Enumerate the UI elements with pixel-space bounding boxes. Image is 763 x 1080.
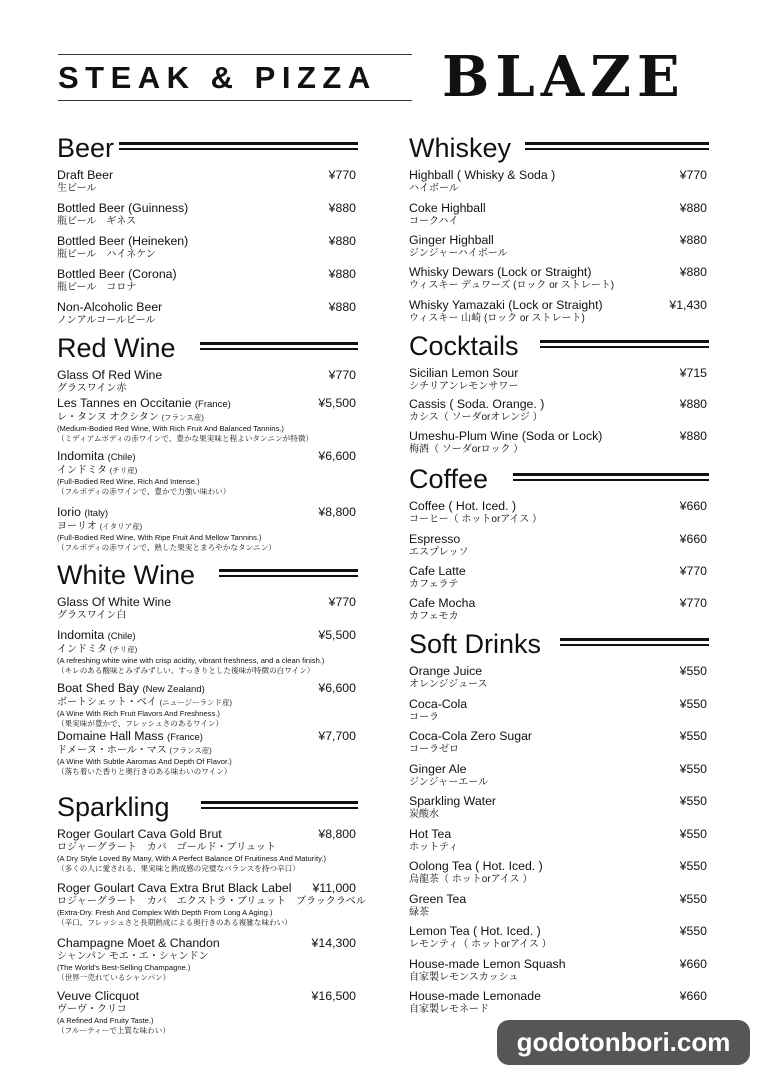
item-name-text: Domaine Hall Mass (57, 729, 164, 743)
menu-item (57, 628, 358, 681)
menu-item (57, 827, 358, 881)
section-title: Whiskey (409, 133, 512, 163)
section-title: Coffee (409, 464, 489, 494)
item-name: Lemon Tea ( Hot. Iced. ) (409, 924, 541, 938)
item-price: ¥880 (679, 265, 707, 279)
menu-item (409, 697, 709, 730)
item-jp: ロジャーグラート カバ エクストラ・ブリュット ブラックラベル (57, 896, 366, 907)
section-rule (560, 638, 709, 647)
menu-item (409, 429, 709, 459)
menu-item (409, 957, 709, 990)
item-description: (Extra-Dry. Fresh And Complex With Depth From Long A Aging.) (57, 908, 273, 917)
item-jp: 瓶ビール ギネス (57, 216, 137, 227)
item-jp: ウィスキー デュワーズ (ロック or ストレート) (409, 280, 615, 291)
item-price: ¥5,500 (318, 396, 356, 410)
item-jp: 自家製レモネード (409, 1004, 489, 1015)
item-jp: エスプレッソ (409, 547, 469, 558)
item-price: ¥550 (679, 794, 707, 808)
item-jp (57, 412, 298, 424)
item-jp-text: インドミタ (57, 644, 107, 655)
section-header (409, 326, 709, 366)
item-jp: 瓶ビール ハイネケン (57, 249, 156, 260)
menu-item (409, 729, 709, 762)
item-price: ¥880 (679, 397, 707, 411)
item-price: ¥550 (679, 859, 707, 873)
header-rule-top (58, 54, 412, 55)
menu-item (409, 564, 709, 596)
item-price: ¥550 (679, 664, 707, 678)
item-name: Champagne Moet & Chandon (57, 936, 220, 950)
menu-item (409, 762, 709, 795)
item-name: Bottled Beer (Corona) (57, 267, 177, 281)
section-rule (219, 569, 358, 578)
item-jp: グラスワイン白 (57, 610, 127, 621)
section-header (57, 328, 358, 368)
item-description-jp: （ミディアムボディの赤ワインで、豊かな果実味と程よいタンニンが特徴） (57, 433, 314, 443)
item-origin: (Chile) (107, 452, 136, 463)
section-header (57, 555, 358, 595)
menu-item (409, 298, 709, 326)
item-jp: カシス（ ソーダorオレンジ ） (409, 412, 543, 423)
item-name: Bottled Beer (Heineken) (57, 234, 189, 248)
item-price: ¥770 (328, 595, 356, 609)
item-price: ¥715 (679, 366, 707, 380)
section-header (57, 128, 358, 168)
section-cocktails (409, 326, 709, 459)
section-title: Beer (57, 133, 115, 163)
item-name: Oolong Tea ( Hot. Iced. ) (409, 859, 543, 873)
section-sparkling (57, 787, 366, 1039)
item-jp: 瓶ビール コロナ (57, 282, 137, 293)
item-description: (A Refined And Fruity Taste.) (57, 1016, 154, 1025)
item-name: Coffee ( Hot. Iced. ) (409, 499, 517, 513)
item-name: Cafe Latte (409, 564, 466, 578)
item-description: (Full-Bodied Red Wine, Rich And Intense.) (57, 477, 200, 486)
menu-item (409, 233, 709, 265)
brand-logo: BLAZE (442, 44, 686, 110)
item-description: (A Dry Style Loved By Many, With A Perfect Balance Of Fruitiness And Maturity.) (57, 854, 326, 863)
item-price: ¥1,430 (669, 298, 707, 312)
item-name: Non-Alcoholic Beer (57, 300, 163, 314)
item-name: Sparkling Water (409, 794, 497, 808)
item-jp: ハイボール (409, 183, 459, 194)
menu-item (57, 168, 358, 201)
item-jp-text: ドメーヌ・ホール・マス (57, 745, 167, 756)
item-price: ¥660 (679, 532, 707, 546)
item-name: Cassis ( Soda. Orange. ) (409, 397, 545, 411)
item-description-jp: （フルーティーで上質な味わい） (57, 1025, 170, 1035)
item-name (57, 628, 298, 644)
item-price: ¥770 (328, 368, 356, 382)
item-description-jp: （フルボディの赤ワインで、熟した果実とまろやかなタンニン） (57, 542, 276, 552)
menu-item (409, 892, 709, 925)
item-name: Glass Of Red Wine (57, 368, 163, 382)
item-name: Veuve Clicquot (57, 989, 140, 1003)
item-price: ¥550 (679, 826, 707, 841)
item-price: ¥770 (679, 168, 707, 182)
item-description-jp: （果実味が豊かで、フレッシュさのあるワイン） (57, 718, 224, 728)
section-header (409, 624, 709, 664)
watermark-badge: godotonbori.com (497, 1020, 750, 1065)
section-rule (513, 473, 709, 482)
item-jp: コーヒー（ ホットorアイス ） (409, 514, 543, 525)
item-name-text: Les Tannes en Occitanie (57, 396, 192, 410)
item-price: ¥550 (679, 696, 707, 711)
item-jp-text: ボートシェット・ベイ (57, 697, 157, 708)
section-header (57, 787, 358, 827)
item-jp: コークハイ (409, 216, 459, 227)
item-name: Green Tea (409, 891, 467, 906)
item-name: Whisky Dewars (Lock or Straight) (409, 265, 592, 279)
item-jp-text: インドミタ (57, 465, 107, 476)
header-rule-bottom (58, 100, 412, 101)
item-price: ¥16,500 (311, 989, 356, 1003)
item-jp (57, 697, 298, 709)
item-origin: (France) (194, 399, 231, 410)
item-description: (A refreshing white wine with crisp acidity, vibrant freshness, and a clean finish.) (57, 656, 325, 665)
section-rule (540, 340, 709, 349)
item-price: ¥550 (679, 891, 707, 906)
item-name: Espresso (409, 532, 461, 546)
item-price: ¥8,800 (318, 827, 356, 841)
item-price: ¥880 (679, 233, 707, 247)
menu-item (409, 397, 709, 429)
item-price: ¥880 (328, 267, 356, 281)
menu-item (409, 168, 709, 201)
item-description-jp: （辛口。フレッシュさと長期熟成による奥行きのある複雑な味わい） (57, 917, 292, 927)
item-name: Roger Goulart Cava Gold Brut (57, 827, 222, 841)
menu-item (409, 794, 709, 827)
menu-item (57, 201, 358, 234)
item-jp: カフェラテ (409, 579, 459, 590)
item-jp-text: ヨーリオ (57, 521, 97, 532)
item-price: ¥550 (679, 761, 707, 776)
item-name: Coca-Cola (409, 696, 468, 711)
menu-item (409, 596, 709, 624)
menu-item (57, 267, 358, 300)
menu-item (409, 265, 709, 298)
item-price: ¥11,000 (312, 881, 356, 895)
menu-item (57, 505, 358, 555)
item-jp: カフェモカ (409, 611, 459, 622)
item-name: Coke Highball (409, 201, 486, 215)
item-jp: 梅酒（ ソーダorロック ） (409, 444, 524, 455)
menu-item (57, 368, 358, 396)
item-price: ¥770 (679, 564, 707, 578)
item-description-jp: （キレのある酸味とみずみずしい、すっきりとした後味が特徴の白ワイン） (57, 665, 315, 675)
left-column (57, 128, 366, 1039)
item-name: Draft Beer (57, 168, 114, 182)
menu-item (57, 881, 366, 936)
item-name: Ginger Highball (409, 233, 494, 247)
section-rule (525, 142, 709, 151)
item-name: Orange Juice (409, 664, 483, 678)
item-jp: オレンジジュース (409, 679, 488, 690)
item-jp (57, 465, 298, 477)
item-jp-text: レ・タンヌ オクシタン (57, 412, 159, 423)
item-jp: ロジャーグラート カバ ゴールド・ブリュット (57, 842, 276, 853)
item-jp: 炭酸水 (409, 809, 439, 820)
item-price: ¥550 (679, 729, 707, 743)
item-jp: ノンアルコールビール (57, 315, 156, 326)
item-description: (A Wine With Rich Fruit Flavors And Freshness.) (57, 709, 220, 718)
item-price: ¥880 (679, 201, 707, 215)
item-name (57, 396, 298, 412)
item-name: Umeshu-Plum Wine (Soda or Lock) (409, 429, 603, 443)
item-jp-origin: (ニュージーランド産) (159, 698, 232, 707)
item-description: (Full-Bodied Red Wine, With Ripe Fruit And Mellow Tannins.) (57, 533, 262, 542)
item-description: (Medium-Bodied Red Wine, With Rich Fruit And Balanced Tannins.) (57, 424, 284, 433)
menu-item (409, 989, 709, 1019)
item-name: House-made Lemonade (409, 989, 541, 1003)
item-description-jp: （多くの人に愛される、果実味と熟成感の完璧なバランスを持つ辛口） (57, 863, 300, 873)
section-header (409, 128, 709, 168)
item-name: Sicilian Lemon Sour (409, 366, 519, 380)
section-white-wine (57, 555, 358, 787)
item-price: ¥660 (679, 499, 707, 513)
menu-item (57, 936, 358, 989)
menu-item (57, 595, 358, 628)
menu-item (57, 396, 358, 449)
item-price: ¥880 (679, 429, 707, 443)
item-price: ¥6,600 (318, 449, 356, 463)
item-jp (57, 745, 298, 757)
item-jp: 生ビール (57, 183, 97, 194)
menu-item (409, 201, 709, 233)
section-title: White Wine (57, 560, 196, 590)
item-jp (57, 521, 298, 533)
item-jp: シャンパン モエ・エ・シャンドン (57, 951, 209, 962)
item-price: ¥770 (679, 596, 707, 610)
item-description-jp: （世界一売れているシャンパン） (57, 972, 171, 982)
item-description-jp: （落ち着いた香りと奥行きのある味わいのワイン） (57, 766, 232, 776)
item-name: Coca-Cola Zero Sugar (409, 729, 533, 743)
menu-item (57, 234, 358, 267)
item-name: Hot Tea (409, 826, 452, 841)
item-jp: コーラ (409, 711, 439, 723)
item-origin: (Chile) (107, 631, 136, 642)
item-name: Bottled Beer (Guinness) (57, 201, 189, 215)
section-beer (57, 128, 358, 328)
header-subtitle: STEAK & PIZZA (58, 60, 377, 95)
menu-header (0, 0, 763, 120)
item-jp: レモンティ（ ホットorアイス ） (409, 939, 552, 950)
item-price: ¥6,600 (318, 681, 356, 695)
menu-item (57, 449, 358, 505)
section-rule (119, 142, 358, 151)
menu-item (409, 532, 709, 564)
item-jp: ジンジャーハイボール (409, 248, 508, 259)
item-name (57, 449, 298, 465)
menu-item (409, 499, 709, 532)
section-title: Red Wine (57, 333, 176, 363)
item-name: Cafe Mocha (409, 596, 476, 610)
item-price: ¥880 (328, 234, 356, 248)
menu-item (57, 989, 358, 1039)
item-jp: グラスワイン赤 (57, 383, 127, 394)
item-jp: 烏龍茶（ ホットorアイス ） (409, 874, 533, 885)
item-price: ¥550 (679, 924, 707, 938)
item-jp: ジンジャーエール (409, 776, 489, 788)
section-rule (200, 342, 358, 351)
item-jp: ウィスキー 山崎 (ロック or ストレート) (409, 313, 585, 324)
item-name-text: Boat Shed Bay (57, 681, 140, 695)
item-origin: (Italy) (84, 508, 109, 519)
menu-item (409, 827, 709, 860)
section-coffee (409, 459, 709, 624)
item-jp: 緑茶 (409, 906, 429, 918)
menu-item (409, 366, 709, 397)
right-column (409, 128, 709, 1019)
item-price: ¥14,300 (311, 936, 356, 950)
menu-item (57, 300, 358, 328)
item-price: ¥770 (328, 168, 356, 182)
item-jp: 自家製レモンスカッシュ (409, 971, 519, 983)
item-description: (The World's Best-Selling Champagne.) (57, 963, 191, 972)
item-jp-origin: (フランス産) (169, 746, 212, 755)
item-jp: ヴーヴ・クリコ (57, 1004, 127, 1015)
item-price: ¥7,700 (318, 729, 356, 743)
item-name-text: Indomita (57, 628, 105, 642)
item-name (57, 729, 298, 745)
section-title: Cocktails (409, 331, 519, 361)
section-soft-drinks (409, 624, 709, 1019)
item-jp (57, 644, 298, 656)
section-whiskey (409, 128, 709, 326)
menu-item (57, 681, 358, 729)
item-jp: コーラゼロ (409, 744, 459, 755)
item-name: Glass Of White Wine (57, 595, 172, 609)
item-name (57, 505, 298, 521)
item-description-jp: （フルボディの赤ワインで、豊かで力強い味わい） (57, 486, 231, 496)
menu-item (409, 859, 709, 892)
item-jp: ホットティ (409, 841, 459, 853)
item-name: Highball ( Whisky & Soda ) (409, 168, 556, 182)
item-name-text: Iorio (57, 505, 81, 519)
item-jp-origin: (チリ産) (109, 645, 138, 654)
item-price: ¥660 (679, 956, 707, 971)
item-origin: (France) (167, 732, 203, 743)
item-name: Roger Goulart Cava Extra Brut Black Label (57, 881, 292, 895)
item-price: ¥880 (328, 300, 356, 314)
section-header (409, 459, 709, 499)
menu-item (409, 664, 709, 697)
item-jp-origin: (イタリア産) (99, 522, 143, 531)
item-name: Ginger Ale (409, 761, 467, 776)
section-red-wine (57, 328, 358, 555)
menu-item (409, 924, 709, 957)
item-name: House-made Lemon Squash (409, 956, 566, 971)
item-name (57, 681, 298, 697)
item-jp-origin: (フランス産) (161, 413, 204, 422)
item-origin: (New Zealand) (142, 684, 205, 695)
section-title: Soft Drinks (409, 629, 542, 659)
item-price: ¥660 (679, 989, 707, 1003)
section-rule (201, 801, 358, 810)
item-jp: シチリアンレモンサワー (409, 381, 519, 392)
item-name: Whisky Yamazaki (Lock or Straight) (409, 298, 603, 312)
item-price: ¥8,800 (318, 505, 356, 519)
section-title: Sparkling (57, 792, 170, 822)
item-jp-origin: (チリ産) (109, 466, 138, 475)
item-price: ¥880 (328, 201, 356, 215)
item-description: (A Wine With Subtle Aaromas And Depth Of Flavor.) (57, 757, 232, 766)
item-name-text: Indomita (57, 449, 105, 463)
item-price: ¥5,500 (318, 628, 356, 642)
menu-item (57, 729, 358, 787)
